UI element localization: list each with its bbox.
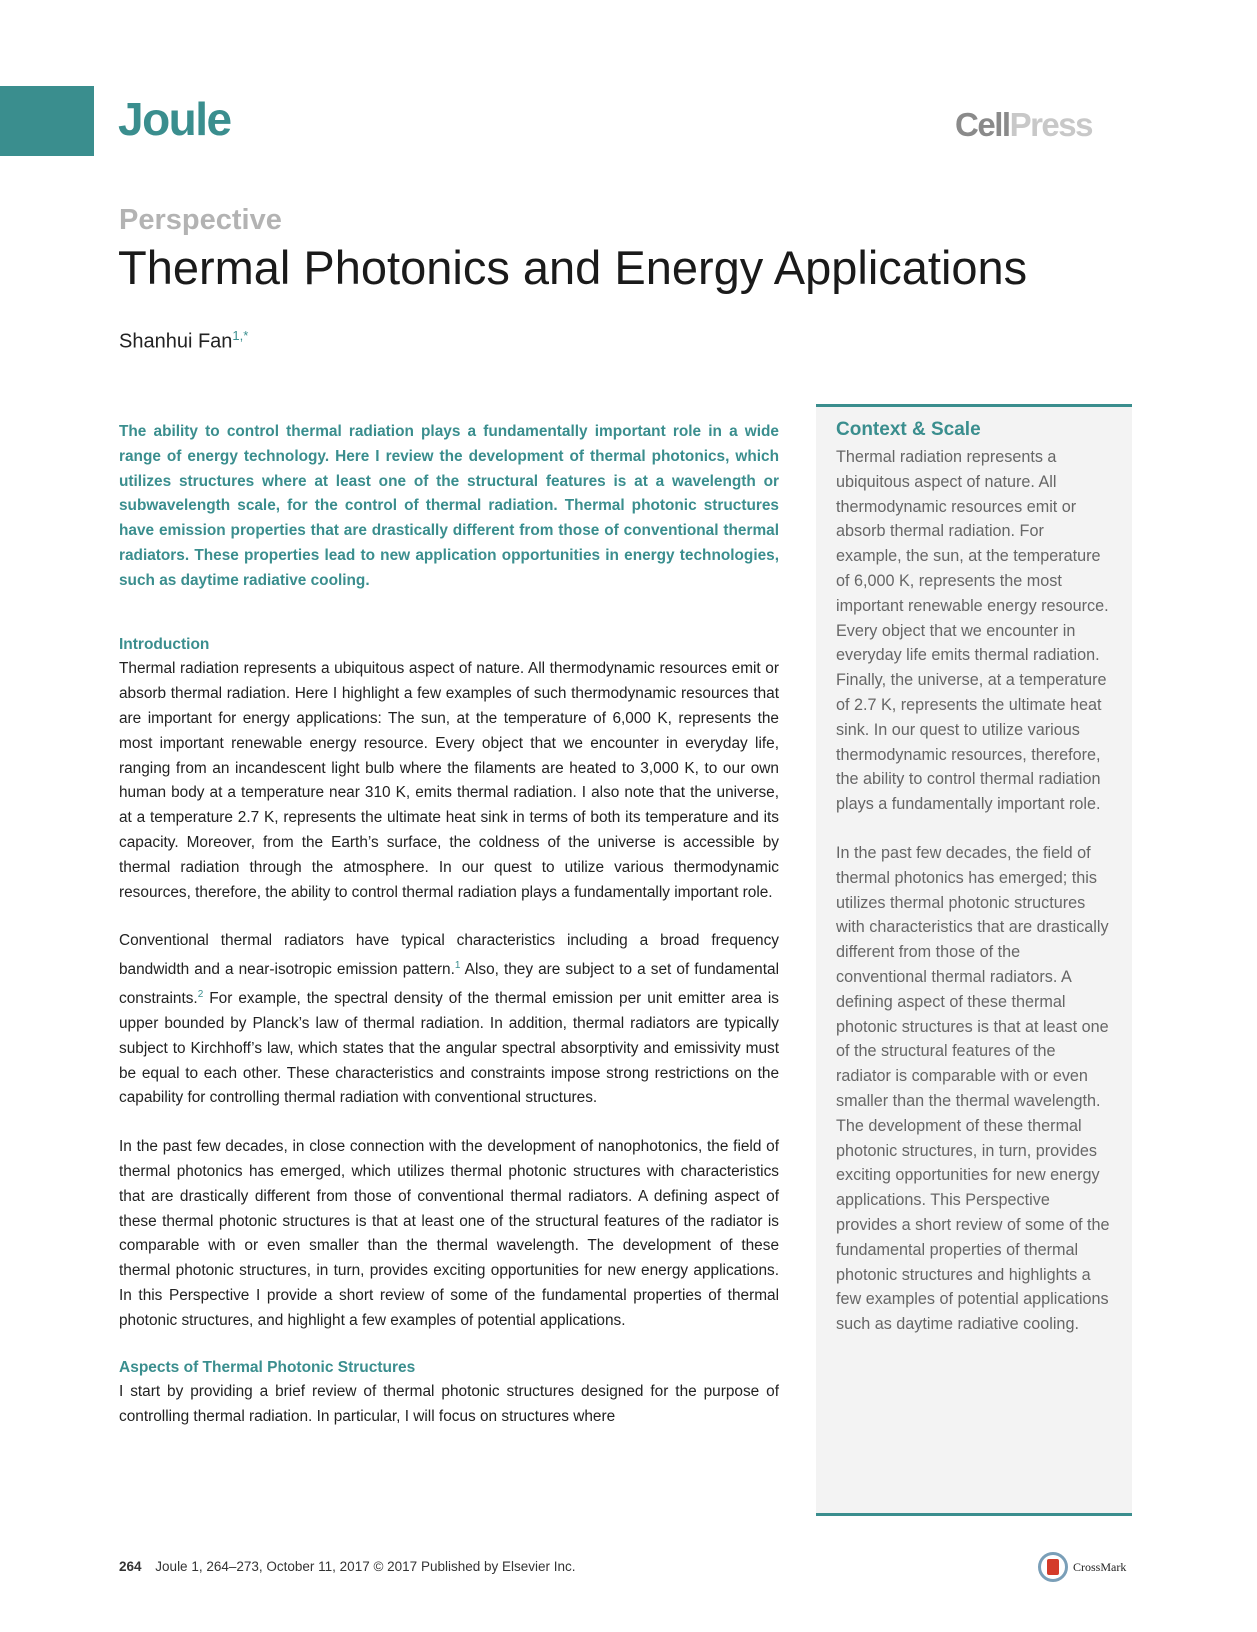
journal-color-block bbox=[0, 86, 94, 156]
journal-logo: Joule bbox=[118, 93, 231, 145]
reference-link-2[interactable]: 2 bbox=[197, 989, 204, 1001]
introduction-heading: Introduction bbox=[119, 635, 210, 653]
abstract: The ability to control thermal radiation plays a fundamentally important role in a wide range of energy technology. Here I review the development of thermal photonics, which utilizes structures where at least one of the structural features is at a wavelength or subwavelength scale, for the control of thermal radiation. Thermal photonic structures have emission properties that are drastically different from those of conventional thermal radiators. These properties lead to new application opportunities in energy technologies, such as daytime radiative cooling. bbox=[119, 423, 779, 589]
sidebar-paragraph-1: Thermal radiation represents a ubiquitous aspect of nature. All thermodynamic resources emit or absorb thermal radiation. For example, the sun, at the temperature of 6,000 K, represents the most important renewable energy resource. Every object that we encounter in everyday life emits thermal radiation. Finally, the universe, at a temperature of 2.7 K, represents the ultimate heat sink. In our quest to utilize various thermodynamic resources, therefore, the ability to control thermal radiation plays a fundamentally important role. bbox=[836, 448, 1109, 814]
introduction-paragraph-3: In the past few decades, in close connection with the development of nanophotonics, the field of thermal photonics has emerged, which utilizes thermal photonic structures with characteristics that are drastically different from those of conventional thermal radiators. A defining aspect of these thermal photonic structures is that at least one of the structural features of the radiator is comparable with or even smaller than the thermal wavelength. The development of these thermal photonic structures, in turn, provides exciting opportunities for new energy applications. In this Perspective I provide a short review of some of the fundamental properties of thermal photonic structures, and highlight a few examples of potential applications. bbox=[119, 1138, 779, 1329]
author-affiliation-link[interactable]: 1,* bbox=[232, 328, 249, 343]
page-footer bbox=[119, 1559, 576, 1574]
context-scale-sidebar bbox=[816, 404, 1132, 1516]
publisher-logo bbox=[955, 106, 1092, 144]
aspects-heading: Aspects of Thermal Photonic Structures bbox=[119, 1358, 416, 1376]
article-title: Thermal Photonics and Energy Applications bbox=[118, 241, 1028, 294]
aspects-paragraph-1: I start by providing a brief review of thermal photonic structures designed for the purpose of controlling thermal radiation. In particular, I will focus on structures where bbox=[119, 1383, 779, 1426]
main-column bbox=[119, 420, 779, 1430]
sidebar-paragraph-2: In the past few decades, the field of thermal photonics has emerged; this utilizes thermal photonic structures with characteristics that are drastically different from those of the conventional thermal radiators. A defining aspect of these thermal photonic structures is that at least one of the structural features of the radiator is comparable with or even smaller than the thermal wavelength. The development of these thermal photonic structures, in turn, provides exciting opportunities for new energy applications. This Perspective provides a short review of some of the fundamental properties of thermal photonic structures and highlights a few examples of potential applications such as daytime radiative cooling. bbox=[836, 843, 1110, 1334]
paragraph-text: For example, the spectral density of the thermal emission per unit emitter area is upper bounded by Planck’s law of thermal radiation. In addition, thermal radiators are typically subject to Kirchhoff’s law, which states that the angular spectral absorptivity and emissivity must be equal to each other. These characteristics and constraints impose strong restrictions on the capability for controlling thermal radiation with conventional structures. bbox=[119, 990, 779, 1107]
introduction-paragraph-1: Thermal radiation represents a ubiquitous aspect of nature. All thermodynamic resources emit or absorb thermal radiation. Here I highlight a few examples of such thermodynamic resources that are important for energy applications: The sun, at the temperature of 6,000 K, represents the most important renewable energy resource. Every object that we encounter in everyday life, ranging from an incandescent light bulb where the filaments are heated to 3,000 K, to our own human body at a temperature near 310 K, emits thermal radiation. I also note that the universe, at a temperature 2.7 K, represents the ultimate heat sink in terms of both its temperature and its capacity. Moreover, from the Earth’s surface, the coldness of the universe is accessible by thermal radiation through the atmosphere. In our quest to utilize various thermodynamic resources, therefore, the ability to control thermal radiation plays a fundamentally important role. bbox=[119, 660, 779, 901]
publisher-logo-press: Press bbox=[1009, 106, 1092, 143]
paragraph-text: Conventional thermal radiators have typical characteristics including a broad frequency bandwidth and a near-isotropic emission pattern. bbox=[119, 932, 779, 979]
citation-line: Joule 1, 264–273, October 11, 2017 © 2017 Published by Elsevier Inc. bbox=[155, 1559, 576, 1574]
paragraph-text: Also, they are subject to a set of fundamental constraints. bbox=[119, 961, 779, 1008]
article-type: Perspective bbox=[119, 204, 282, 236]
crossmark-label: CrossMark bbox=[1073, 1559, 1127, 1574]
crossmark-bookmark-icon bbox=[1047, 1559, 1059, 1575]
page-number: 264 bbox=[119, 1559, 142, 1574]
crossmark-badge[interactable] bbox=[1038, 1552, 1126, 1582]
publisher-logo-cell: Cell bbox=[955, 106, 1010, 143]
introduction-paragraph-2 bbox=[119, 929, 779, 1111]
author-line bbox=[119, 328, 248, 354]
author-name: Shanhui Fan bbox=[119, 330, 233, 353]
crossmark-icon bbox=[1038, 1552, 1068, 1582]
reference-link-1[interactable]: 1 bbox=[454, 960, 461, 972]
sidebar-title: Context & Scale bbox=[836, 419, 981, 440]
